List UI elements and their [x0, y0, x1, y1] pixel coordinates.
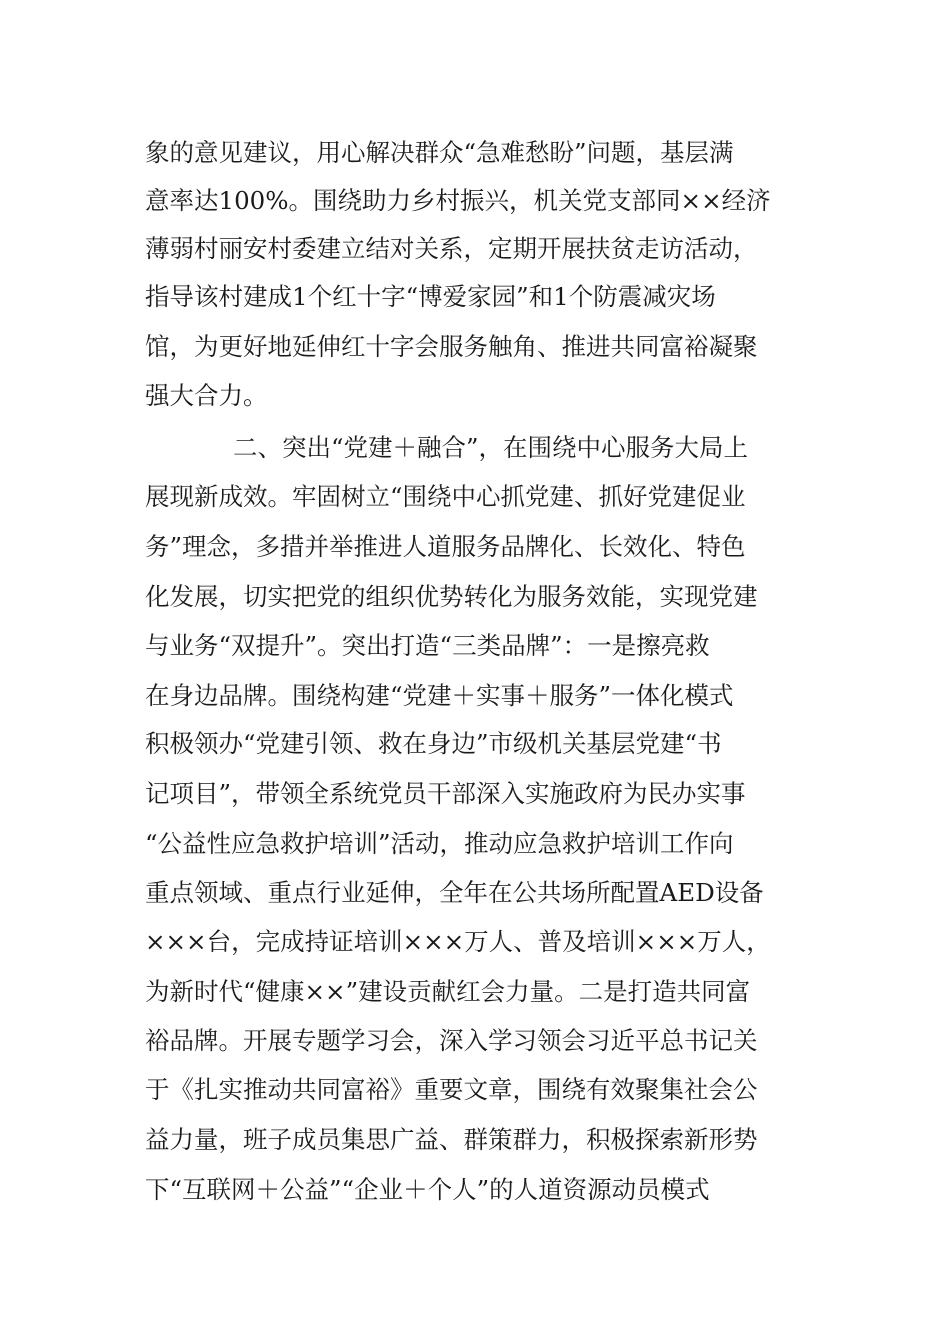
- body-text-line: “公益性应急救护培训”活动，推动应急救护培训工作向: [145, 829, 734, 858]
- body-text-line: 记项目”，带领全系统党员干部深入实施政府为民办实事: [145, 779, 746, 808]
- body-text-line: ×××台，完成持证培训×××万人、普及培训×××万人，: [145, 927, 771, 956]
- body-text-line: 指导该村建成1个红十字“博爱家园”和1个防震减灾场: [145, 282, 716, 311]
- body-text-line: 为新时代“健康××”建设贡献红会力量。二是打造共同富: [145, 977, 751, 1006]
- body-text-line: 意率达100%。围绕助力乡村振兴，机关党支部同××经济: [145, 186, 771, 215]
- body-text-line: 务”理念，多措并举推进人道服务品牌化、长效化、特色: [145, 532, 746, 561]
- body-text-line: 重点领域、重点行业延伸，全年在公共场所配置AED设备: [145, 878, 764, 907]
- section-heading-line: 二、突出“党建＋融合”，在围绕中心服务大局上: [233, 433, 749, 462]
- body-text-line: 裕品牌。开展专题学习会，深入学习领会习近平总书记关: [145, 1026, 758, 1055]
- body-text-line: 馆，为更好地延伸红十字会服务触角、推进共同富裕凝聚: [145, 332, 758, 361]
- body-text-line: 展现新成效。牢固树立“围绕中心抓党建、抓好党建促业: [145, 482, 746, 511]
- body-text-line: 在身边品牌。围绕构建“党建＋实事＋服务”一体化模式: [145, 681, 734, 710]
- body-text-line: 于《扎实推动共同富裕》重要文章，围绕有效聚集社会公: [145, 1075, 758, 1104]
- body-text-line: 强大合力。: [145, 381, 268, 410]
- body-text-line: 益力量，班子成员集思广益、群策群力，积极探索新形势: [145, 1125, 758, 1154]
- body-text-line: 下“互联网＋公益”“企业＋个人”的人道资源动员模式: [145, 1175, 710, 1204]
- body-text-line: 积极领办“党建引领、救在身边”市级机关基层党建“书: [145, 729, 722, 758]
- body-text-line: 化发展，切实把党的组织优势转化为服务效能，实现党建: [145, 582, 758, 611]
- body-text-line: 与业务“双提升”。突出打造“三类品牌”：一是擦亮救: [145, 631, 710, 660]
- body-text-line: 象的意见建议，用心解决群众“急难愁盼”问题，基层满: [145, 138, 734, 167]
- body-text-line: 薄弱村丽安村委建立结对关系，定期开展扶贫走访活动，: [145, 234, 758, 263]
